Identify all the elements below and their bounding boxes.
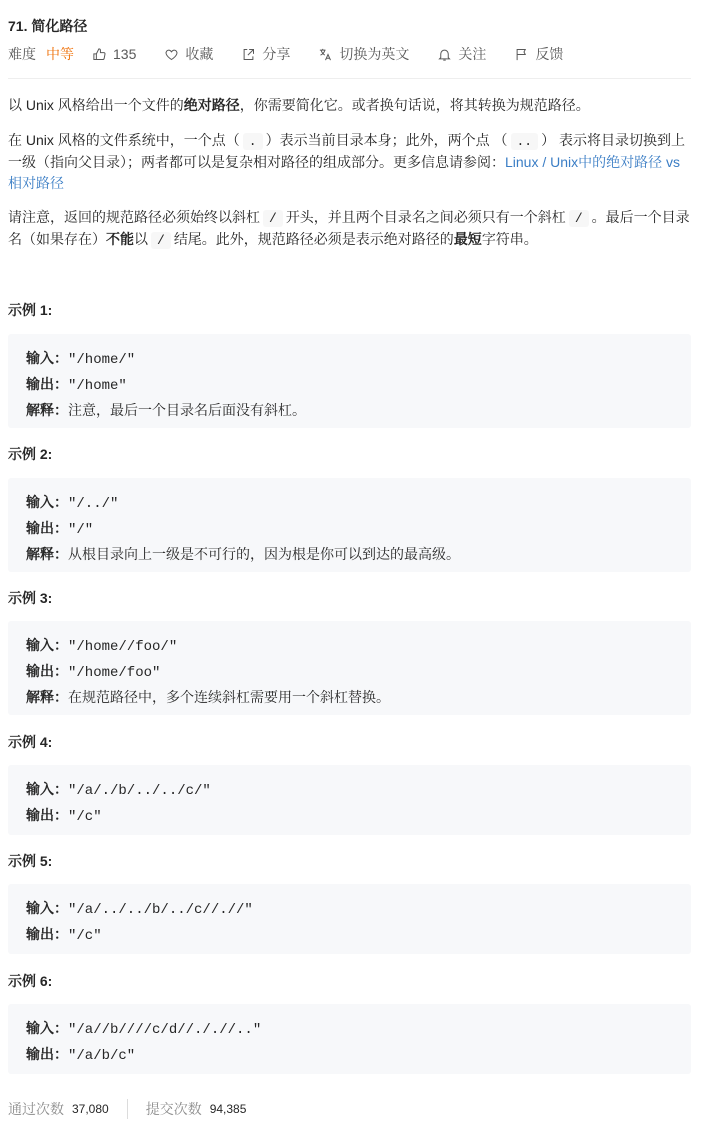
example-output-value: "/c"	[68, 928, 102, 944]
example-output-value: "/a/b/c"	[68, 1048, 136, 1064]
translate-icon	[318, 47, 333, 62]
example-title: 示例 4:	[8, 734, 53, 750]
problem-title: 71. 简化路径	[8, 18, 88, 34]
accepted-label: 通过次数	[8, 1101, 64, 1117]
submitted-count: 94,385	[209, 1102, 247, 1116]
example-title: 示例 6:	[8, 973, 53, 989]
difficulty	[8, 44, 74, 64]
inline-code: /	[569, 210, 589, 227]
explain-label: 解释：	[26, 402, 68, 418]
desc-text: 结尾。此外，规范路径必须是表示绝对路径的	[173, 231, 454, 247]
bell-icon	[437, 47, 452, 62]
example-input-row	[26, 633, 673, 659]
example-input-value: "/../"	[68, 496, 119, 512]
output-label: 输出：	[26, 520, 68, 536]
example-output-value: "/c"	[68, 809, 102, 825]
example-explain-text: 注意，最后一个目录名后面没有斜杠。	[68, 402, 306, 418]
example-output-row	[26, 1042, 673, 1068]
absolute-vs-relative-path-link[interactable]: Linux / Unix中的绝对路径 vs 相对路径	[8, 154, 681, 191]
example-input-value: "/a/./b/../../c/"	[68, 783, 211, 799]
inline-code: /	[263, 210, 283, 227]
desc-text: ） 表示将目录切换到上一级（指向父目录）；两者都可以是复杂相对路径的组成部分。更多信息请参阅：	[8, 132, 685, 170]
like-button[interactable]	[92, 46, 136, 62]
desc-text: 以 Unix 风格给出一个文件的	[8, 97, 184, 113]
input-label: 输入：	[26, 900, 68, 916]
like-count: 135	[113, 46, 137, 62]
example-output-row	[26, 516, 673, 542]
inline-code: /	[151, 232, 171, 249]
input-label: 输入：	[26, 350, 68, 366]
favorite-button[interactable]	[164, 44, 213, 64]
input-label: 输入：	[26, 494, 68, 510]
switch-language-label: 切换为英文	[339, 46, 410, 62]
desc-text: 。最后一个目录名（如果存在）	[8, 209, 690, 247]
example-block	[8, 621, 691, 715]
example-explain-text: 从根目录向上一级是不可行的，因为根是你可以到达的最高级。	[68, 546, 460, 562]
example-explain-text: 在规范路径中，多个连续斜杠需要用一个斜杠替换。	[68, 689, 390, 705]
example-explain-row	[26, 398, 673, 424]
example-input-row	[26, 346, 673, 372]
example-block	[8, 1004, 691, 1074]
output-label: 输出：	[26, 926, 68, 942]
feedback-button[interactable]	[514, 44, 563, 64]
description-paragraph-3	[8, 207, 691, 251]
example-title: 示例 5:	[8, 853, 53, 869]
example-output-row	[26, 803, 673, 829]
output-label: 输出：	[26, 376, 68, 392]
inline-code: ..	[511, 133, 539, 150]
desc-bold-text: 绝对路径	[183, 97, 240, 113]
desc-text: ，你需要简化它。或者换句话说，将其转换为规范路径。	[239, 97, 590, 113]
example-input-value: "/a//b////c/d//././/.."	[68, 1022, 262, 1038]
accepted-count: 37,080	[72, 1102, 109, 1116]
share-button[interactable]	[241, 44, 290, 64]
example-output-value: "/home"	[68, 378, 127, 394]
desc-text: 以	[134, 231, 148, 247]
example-explain-row	[26, 685, 673, 711]
example-output-value: "/home/foo"	[68, 665, 161, 681]
desc-text: 字符串。	[481, 231, 538, 247]
desc-text: ）表示当前目录本身；此外，两个点 （	[265, 132, 508, 148]
switch-language-button[interactable]	[318, 44, 409, 64]
example-block	[8, 478, 691, 572]
example-title: 示例 1:	[8, 302, 53, 318]
desc-text: 开头，并且两个目录名之间必须只有一个斜杠	[285, 209, 566, 225]
input-label: 输入：	[26, 637, 68, 653]
example-title: 示例 3:	[8, 590, 53, 606]
example-input-value: "/a/../../b/../c//.//"	[68, 902, 253, 918]
follow-button[interactable]	[437, 44, 486, 64]
inline-code: .	[243, 133, 263, 150]
output-label: 输出：	[26, 663, 68, 679]
stats-divider	[127, 1099, 128, 1119]
difficulty-value: 中等	[46, 46, 74, 62]
feedback-label: 反馈	[535, 46, 564, 62]
example-block	[8, 884, 691, 954]
desc-bold-text: 不能	[106, 231, 134, 247]
problem-meta-bar	[8, 44, 591, 64]
description-paragraph-1	[8, 95, 691, 116]
follow-label: 关注	[458, 46, 487, 62]
explain-label: 解释：	[26, 546, 68, 562]
example-input-row	[26, 896, 673, 922]
header-divider	[8, 78, 691, 79]
desc-bold-text: 最短	[453, 231, 482, 247]
example-input-value: "/home/"	[68, 352, 136, 368]
example-explain-row	[26, 542, 673, 568]
thumbs-up-icon	[92, 47, 107, 62]
flag-icon	[514, 47, 529, 62]
heart-icon	[164, 47, 179, 62]
submitted-label: 提交次数	[145, 1101, 202, 1117]
example-output-row	[26, 659, 673, 685]
share-label: 分享	[262, 46, 291, 62]
example-input-row	[26, 777, 673, 803]
example-block	[8, 334, 691, 428]
example-input-row	[26, 1016, 673, 1042]
input-label: 输入：	[26, 1020, 68, 1036]
example-input-value: "/home//foo/"	[68, 639, 178, 655]
submission-stats	[8, 1099, 246, 1119]
input-label: 输入：	[26, 781, 68, 797]
example-output-value: "/"	[68, 522, 94, 538]
example-title: 示例 2:	[8, 446, 53, 462]
example-block	[8, 765, 691, 835]
desc-text: 在 Unix 风格的文件系统中，一个点（	[8, 132, 240, 148]
difficulty-label: 难度	[8, 46, 36, 62]
favorite-label: 收藏	[185, 46, 214, 62]
example-output-row	[26, 922, 673, 948]
output-label: 输出：	[26, 807, 68, 823]
example-output-row	[26, 372, 673, 398]
description-paragraph-2	[8, 130, 691, 194]
example-input-row	[26, 490, 673, 516]
explain-label: 解释：	[26, 689, 68, 705]
output-label: 输出：	[26, 1046, 68, 1062]
desc-text: 请注意，返回的规范路径必须始终以斜杠	[8, 209, 260, 225]
share-icon	[241, 47, 256, 62]
